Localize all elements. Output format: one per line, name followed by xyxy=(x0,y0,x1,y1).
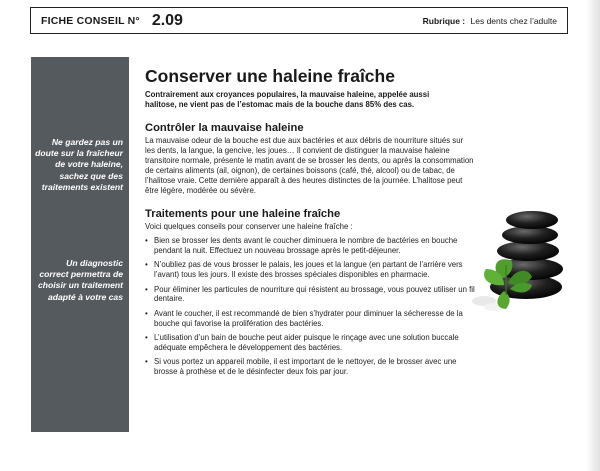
page-edge-shadow xyxy=(586,0,600,471)
rubrique-value: Les dents chez l’adulte xyxy=(470,15,557,26)
list-item: • N’oubliez pas de vous brosser le palais, les joues et la langue (en partant de l’arrière vers l’avant) tous les jours. Il existe des brosses spéciales disponibles en pharmacie. xyxy=(145,260,475,280)
rubrique xyxy=(423,16,557,26)
sidebar-quote-2: Un diagnostic correct permettra de choisir un traitement adapté à votre cas xyxy=(38,258,123,302)
section-title-2: Traitements pour une haleine fraîche xyxy=(145,208,341,221)
sidebar-quote-1: Ne gardez pas un doute sur la fraîcheur de votre haleine, sachez que des traitements existent xyxy=(35,137,123,192)
main-content xyxy=(145,66,475,381)
list-item: • Bien se brosser les dents avant le coucher diminuera le nombre de bactéries en bouche pendant la nuit. Effectuez un nouveau brossage après le petit-déjeuner. xyxy=(145,236,475,256)
section-body-1: La mauvaise odeur de la bouche est due aux bactéries et aux débris de nourriture situés sur les dents, la langue, la gencive, les joues… Il convient de distinguer la mauvaise haleine transitoire normale, présente le matin avant de se brosser les dents, ou après la consommation de certains aliments (ail, oignon), de certaines boissons (café, thé, alcool) ou de tabac, de l’halitose vraie. Cette dernière apparaît à des heures distinctes de la journée. L’halitose peut être légère, modérée ou sévère. xyxy=(145,136,474,195)
header-box xyxy=(30,7,568,34)
section-title-1: Contrôler la mauvaise haleine xyxy=(145,122,304,134)
spa-stones-mint-icon xyxy=(470,205,570,313)
sidebar xyxy=(31,57,129,432)
list-item: • Avant le coucher, il est recommandé de bien s’hydrater pour diminuer la sécheresse de la bouche qui favorise la prolifération des bactéries. xyxy=(145,309,475,329)
advice-list xyxy=(145,236,475,376)
list-item: • L’utilisation d’un bain de bouche peut aider puisque le rinçage avec une solution buccale adéquate empêchera le développement des bactéries. xyxy=(145,333,475,353)
rubrique-label: Rubrique : xyxy=(422,15,466,26)
list-item: • Pour éliminer les particules de nourriture qui résistent au brossage, vous pouvez utiliser un fil dentaire. xyxy=(145,285,475,305)
list-item: • Si vous portez un appareil mobile, il est important de le nettoyer, de le brosser avec une brosse à prothèse et de le désinfecter deux fois par jour. xyxy=(145,357,475,377)
fiche-number: 2.09 xyxy=(151,11,183,29)
page-title: Conserver une haleine fraîche xyxy=(145,66,395,86)
section-lead-2: Voici quelques conseils pour conserver une haleine fraîche : xyxy=(145,222,353,232)
fiche-label: FICHE CONSEIL N° xyxy=(41,14,140,27)
intro-paragraph: Contrairement aux croyances populaires, la mauvaise haleine, appelée aussi halitose, ne vient pas de l’estomac mais de la bouche dans 85% des cas. xyxy=(145,90,430,109)
